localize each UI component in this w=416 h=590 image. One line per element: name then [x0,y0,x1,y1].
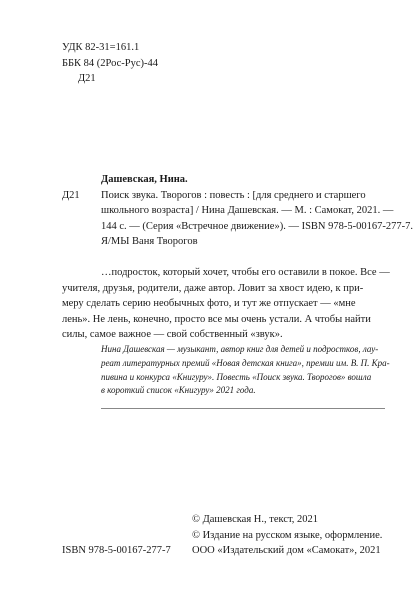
catalog-author-mark: Д21 [62,189,80,201]
bio-line: пивина и конкурса «Книгуру». Повесть «Поиск звука. Творогов» вошла [101,371,372,382]
bio-line: в короткий список «Книгуру» 2021 года. [101,385,256,396]
copyright-block [192,512,382,559]
catalog-line: школьного возраста] / Нина Дашевская. — М. : Самокат, 2021. — [101,205,394,216]
divider [101,408,385,409]
bio-line: реат литературных премий «Новая детская книга», премии им. В. П. Кра- [101,357,390,368]
copyright-text-line: © Дашевская Н., текст, 2021 [192,514,319,525]
annotation-line: меру сделать серию необычных фото, и тут же отпускает — «мне [62,298,356,309]
classification-block [62,40,158,87]
subject-tag: Я/МЫ Ваня Творогов [101,236,198,247]
author-mark: Д21 [78,73,96,84]
catalog-description [62,188,413,235]
annotation-line: лень». Не лень, конечно, просто все мы очень устали. А чтобы найти [62,313,371,325]
annotation-line: силы, самое важное — свой собственный «звук». [62,329,283,340]
bbk-code: ББК 84 (2Рос-Рус)-44 [62,57,159,69]
catalog-line: 144 с. — (Серия «Встречное движение»). — ISBN 978-5-00167-277-7. [101,220,413,232]
catalog-line: Поиск звука. Творогов : повесть : [для среднего и старшего [101,189,366,201]
catalog-author-heading: Дашевская, Нина. [101,174,188,185]
copyright-publisher-line: ООО «Издательский дом «Самокат», 2021 [192,545,381,556]
udk-code: УДК 82-31=161.1 [62,42,140,53]
copyright-edition-line: © Издание на русском языке, оформление. [192,529,383,541]
author-bio [101,343,390,398]
isbn: ISBN 978-5-00167-277-7 [62,545,171,556]
annotation [62,265,390,343]
annotation-line: учителя, друзья, родители, даже автор. Ловит за хвост идею, к при- [62,282,364,294]
catalog-record [62,172,413,234]
annotation-line: …подросток, который хочет, чтобы его оставили в покое. Все — [101,267,390,278]
bio-line: Нина Дашевская — музыкант, автор книг для детей и подростков, лау- [101,344,379,354]
